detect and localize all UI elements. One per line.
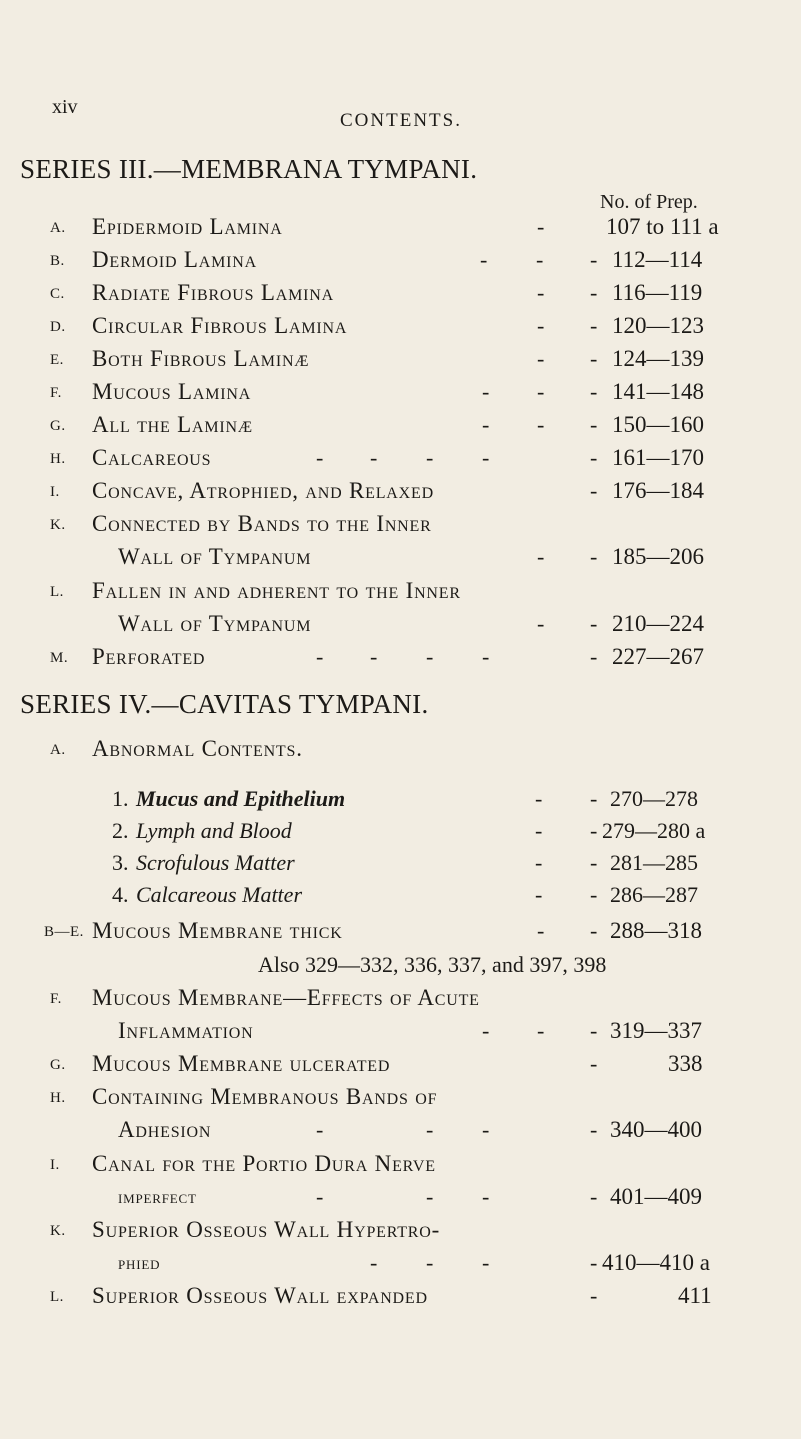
- entry-title: Mucous Membrane ulcerated: [92, 1051, 391, 1076]
- sub-entry-4: 4. Calcareous Matter - - 286—287: [112, 882, 698, 907]
- entry-c: C. Radiate Fibrous Lamina - - 116—119: [50, 280, 703, 305]
- sub-title: Scrofulous Matter: [136, 850, 295, 875]
- sub-entry-1: 1. Mucus and Epithelium - - 270—278: [112, 786, 698, 811]
- entry-title-cont: Wall of Tympanum: [118, 544, 312, 569]
- entry-iv-g: G. Mucous Membrane ulcerated - 338: [50, 1051, 703, 1076]
- sub-range: 279—280 a: [602, 818, 706, 843]
- also-note: Also 329—332, 336, 337, and 397, 398: [258, 952, 607, 977]
- entry-range: 141—148: [612, 379, 704, 404]
- entry-range: 319—337: [610, 1018, 702, 1043]
- entry-title: Mucous Lamina: [92, 379, 252, 404]
- entry-title: Connected by Bands to the Inner: [92, 511, 432, 536]
- entry-title: Radiate Fibrous Lamina: [92, 280, 334, 305]
- entry-d: D. Circular Fibrous Lamina - - 120—123: [50, 313, 704, 338]
- entry-g: G. All the Laminæ - - - 150—160: [50, 412, 704, 437]
- entry-title: Abnormal Contents.: [92, 736, 303, 761]
- entry-a: A. Epidermoid Lamina - 107 to 111 a: [50, 214, 719, 239]
- entry-title: Perforated: [92, 644, 206, 669]
- sub-title: Calcareous Matter: [136, 882, 302, 907]
- entry-iv-k-cont: phied - - - - 410—410 a: [118, 1250, 710, 1275]
- entry-letter: L.: [50, 584, 64, 600]
- entry-l: [0, 578, 801, 612]
- column-header: No. of Prep.: [600, 191, 698, 213]
- running-head: CONTENTS.: [340, 110, 462, 131]
- entry-title: Canal for the Portio Dura Nerve: [92, 1151, 436, 1176]
- entry-letter: K.: [50, 517, 66, 533]
- sub-entry-3: 3. Scrofulous Matter - - 281—285: [112, 850, 698, 875]
- entry-range: 227—267: [612, 644, 704, 669]
- entry-range: 116—119: [612, 280, 703, 305]
- entry-title: Both Fibrous Laminæ: [92, 346, 310, 371]
- entry-iv-l: L. Superior Osseous Wall expanded - 411: [50, 1283, 712, 1308]
- entry-letter: I.: [50, 484, 60, 500]
- entry-range: 288—318: [610, 918, 702, 943]
- sub-entry-2: 2. Lymph and Blood - - 279—280 a: [112, 818, 706, 843]
- entry-letter: C.: [50, 286, 65, 302]
- entry-k: [0, 511, 801, 545]
- entry-iv-be: B—E. Mucous Membrane thick - - 288—318: [44, 918, 702, 943]
- entry-title: Epidermoid Lamina: [92, 214, 283, 239]
- entry-title: Circular Fibrous Lamina: [92, 313, 348, 338]
- entry-letter: H.: [50, 1090, 66, 1106]
- entry-range: 161—170: [612, 445, 704, 470]
- entry-range: 210—224: [612, 611, 704, 636]
- series-iii-heading: SERIES III.—MEMBRANA TYMPANI.: [20, 154, 478, 184]
- entry-iv-h: [0, 1084, 801, 1118]
- entry-iv-k: [0, 1217, 801, 1251]
- entry-letter: H.: [50, 451, 66, 467]
- entry-range: 338: [668, 1051, 703, 1076]
- entry-iv-i-cont: imperfect - - - - 401—409: [118, 1184, 702, 1209]
- entry-range: 120—123: [612, 313, 704, 338]
- entry-m: M. Perforated - - - - - 227—267: [50, 644, 704, 669]
- sub-range: 286—287: [610, 882, 698, 907]
- entry-title: Containing Membranous Bands of: [92, 1084, 438, 1109]
- entry-iv-h-cont: Adhesion - - - - 340—400: [118, 1117, 702, 1142]
- series-iv-heading: SERIES IV.—CAVITAS TYMPANI.: [20, 689, 429, 719]
- entry-letter: B—E.: [44, 924, 84, 940]
- entry-iv-f: [0, 985, 801, 1019]
- entry-letter: B.: [50, 253, 65, 269]
- entry-title: Fallen in and adherent to the Inner: [92, 578, 461, 603]
- sub-number: 3.: [112, 850, 129, 875]
- entry-title: Mucous Membrane thick: [92, 918, 343, 943]
- entry-h: H. Calcareous - - - - - 161—170: [50, 445, 704, 470]
- sub-number: 1.: [112, 786, 129, 811]
- entry-letter: F.: [50, 991, 62, 1007]
- sub-number: 4.: [112, 882, 129, 907]
- entry-letter: I.: [50, 1157, 60, 1173]
- entry-e: E. Both Fibrous Laminæ - - 124—139: [50, 346, 704, 371]
- entry-title-cont: imperfect: [118, 1187, 197, 1208]
- entry-title: Mucous Membrane—Effects of Acute: [92, 985, 480, 1010]
- page-number: xiv: [52, 96, 78, 118]
- entry-letter: L.: [50, 1289, 64, 1305]
- entry-title: Superior Osseous Wall Hypertro-: [92, 1217, 441, 1242]
- entry-f: F. Mucous Lamina - - - 141—148: [50, 379, 704, 404]
- entry-title-cont: Inflammation: [118, 1018, 254, 1043]
- entry-letter: F.: [50, 385, 62, 401]
- entry-range: 150—160: [612, 412, 704, 437]
- entry-range: 124—139: [612, 346, 704, 371]
- entry-letter: A.: [50, 220, 66, 236]
- entry-range: 112—114: [612, 247, 703, 272]
- entry-iv-f-cont: Inflammation - - - 319—337: [118, 1018, 702, 1043]
- entry-range: 107 to 111 a: [606, 214, 719, 239]
- entry-title: All the Laminæ: [92, 412, 253, 437]
- sub-title: Mucus and Epithelium: [136, 786, 346, 811]
- entry-title-cont: Adhesion: [118, 1117, 212, 1142]
- entry-letter: M.: [50, 650, 69, 666]
- sub-number: 2.: [112, 818, 129, 843]
- entry-title-cont: Wall of Tympanum: [118, 611, 312, 636]
- entry-iv-a: [0, 736, 801, 770]
- entry-range: 410—410 a: [602, 1250, 710, 1275]
- entry-i: I. Concave, Atrophied, and Relaxed - 176—184: [50, 478, 704, 503]
- entry-letter: D.: [50, 319, 66, 335]
- entry-b: B. Dermoid Lamina - - - 112—114: [50, 247, 703, 272]
- entry-letter: A.: [50, 742, 66, 758]
- sub-range: 270—278: [610, 786, 698, 811]
- entry-title: Dermoid Lamina: [92, 247, 257, 272]
- entry-range: 185—206: [612, 544, 704, 569]
- entry-title: Concave, Atrophied, and Relaxed: [92, 478, 434, 503]
- entry-letter: G.: [50, 418, 66, 434]
- entry-k-cont: Wall of Tympanum - - 185—206: [118, 544, 704, 569]
- entry-title: Calcareous: [92, 445, 212, 470]
- entry-iv-i: [0, 1151, 801, 1185]
- entry-letter: K.: [50, 1223, 66, 1239]
- entry-range: 411: [678, 1283, 712, 1308]
- entry-range: 401—409: [610, 1184, 702, 1209]
- entry-title-cont: phied: [118, 1253, 161, 1274]
- entry-letter: E.: [50, 352, 64, 368]
- sub-title: Lymph and Blood: [136, 818, 292, 843]
- entry-title: Superior Osseous Wall expanded: [92, 1283, 428, 1308]
- entry-range: 176—184: [612, 478, 704, 503]
- entry-l-cont: Wall of Tympanum - - 210—224: [118, 611, 704, 636]
- sub-range: 281—285: [610, 850, 698, 875]
- entry-range: 340—400: [610, 1117, 702, 1142]
- entry-letter: G.: [50, 1057, 66, 1073]
